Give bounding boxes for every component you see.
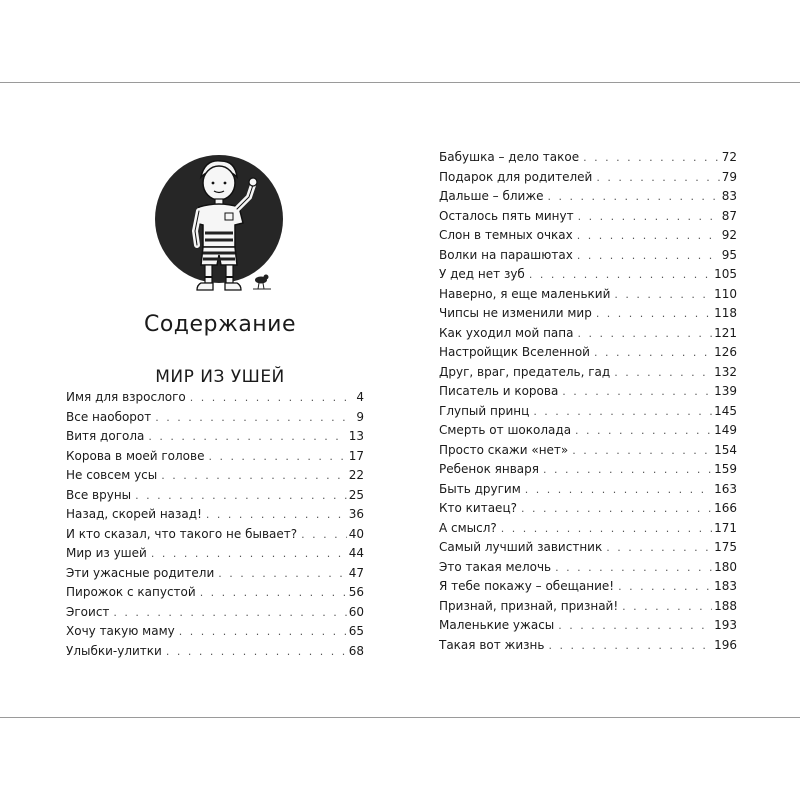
toc-entry-title: Все наоборот — [66, 409, 152, 424]
toc-entry — [439, 499, 737, 519]
toc-entry-title: Дальше – ближе — [439, 189, 544, 203]
toc-entry-page-number: 40 — [348, 526, 364, 541]
boy-waving-illustration — [149, 153, 289, 301]
dot-leader — [179, 622, 347, 642]
toc-entry-title: Быть другим — [439, 481, 521, 496]
toc-entry-title: Мир из ушей — [66, 546, 147, 560]
dot-leader — [190, 388, 355, 408]
toc-entry — [66, 622, 364, 642]
dot-leader — [166, 642, 347, 662]
toc-entry — [66, 388, 364, 408]
toc-entry-page-number: 36 — [348, 507, 364, 521]
toc-entry — [439, 441, 737, 461]
toc-entry — [66, 642, 364, 662]
toc-entry — [439, 577, 737, 597]
toc-entry — [439, 460, 737, 480]
toc-entry-title: Волки на парашютах — [439, 247, 573, 262]
dot-leader — [301, 525, 347, 545]
toc-entry — [439, 304, 737, 324]
dot-leader — [572, 441, 712, 461]
dot-leader — [135, 486, 347, 506]
toc-entry — [439, 538, 737, 558]
dot-leader — [548, 187, 720, 207]
toc-entry-page-number: 47 — [348, 565, 364, 580]
toc-entry — [439, 480, 737, 500]
toc-entry-title: Друг, враг, предатель, гад — [439, 364, 611, 379]
section-title: МИР ИЗ УШЕЙ — [155, 367, 285, 387]
toc-entry-title: Маленькие ужасы — [439, 618, 555, 632]
toc-entry-title: Эгоист — [66, 604, 110, 619]
toc-entry — [66, 486, 364, 506]
dot-leader — [533, 402, 712, 422]
toc-entry-page-number: 139 — [714, 384, 737, 398]
bird-icon — [253, 275, 271, 290]
dot-leader — [606, 538, 712, 558]
dot-leader — [161, 466, 346, 486]
dot-leader — [113, 603, 346, 623]
toc-entry — [66, 583, 364, 603]
toc-entry — [66, 544, 364, 564]
toc-entry-title: Я тебе покажу – обещание! — [439, 579, 615, 593]
toc-entry — [439, 343, 737, 363]
toc-entry — [66, 564, 364, 584]
toc-entry — [439, 187, 737, 207]
toc-entry-page-number: 118 — [714, 306, 737, 320]
toc-entry — [439, 207, 737, 227]
dot-leader — [618, 577, 712, 597]
toc-entry-page-number: 13 — [348, 429, 364, 443]
toc-entry-title: У дед нет зуб — [439, 267, 525, 281]
dot-leader — [543, 460, 712, 480]
toc-entry-page-number: 56 — [348, 585, 364, 599]
toc-entry-title: Ребенок января — [439, 462, 539, 476]
toc-entry-title: А смысл? — [439, 520, 497, 535]
toc-entry — [66, 525, 364, 545]
toc-entry-page-number: 126 — [714, 345, 737, 359]
toc-entry — [66, 603, 364, 623]
toc-entry — [439, 246, 737, 266]
toc-entry-title: Пирожок с капустой — [66, 585, 196, 599]
toc-entry — [66, 427, 364, 447]
toc-entry-page-number: 22 — [348, 468, 364, 482]
toc-left-column — [66, 388, 364, 661]
dot-leader — [151, 544, 347, 564]
toc-entry — [439, 519, 737, 539]
toc-entry-page-number: 193 — [714, 618, 737, 632]
toc-entry-title: Хочу такую маму — [66, 624, 175, 638]
toc-entry-page-number: 9 — [356, 409, 364, 424]
dot-leader — [622, 597, 712, 617]
toc-entry-page-number: 110 — [714, 286, 737, 301]
toc-entry-title: Корова в моей голове — [66, 448, 205, 463]
toc-entry — [439, 382, 737, 402]
dot-leader — [594, 343, 712, 363]
toc-entry-title: Чипсы не изменили мир — [439, 306, 592, 320]
dot-leader — [614, 363, 712, 383]
toc-entry-page-number: 60 — [348, 604, 364, 619]
toc-entry-title: Наверно, я еще маленький — [439, 286, 611, 301]
toc-entry-page-number: 183 — [714, 579, 737, 593]
toc-entry-page-number: 159 — [714, 462, 737, 476]
toc-entry — [439, 265, 737, 285]
toc-entry-page-number: 132 — [714, 364, 737, 379]
toc-entry-page-number: 175 — [714, 540, 737, 554]
dot-leader — [525, 480, 712, 500]
toc-entry — [439, 636, 737, 656]
toc-entry — [439, 285, 737, 305]
dot-leader — [575, 421, 712, 441]
toc-entry-page-number: 105 — [714, 267, 737, 281]
toc-entry-title: Осталось пять минут — [439, 208, 574, 223]
dot-leader — [148, 427, 346, 447]
dot-leader — [596, 304, 712, 324]
toc-entry-title: Это такая мелочь — [439, 559, 552, 574]
toc-entry-title: Все вруны — [66, 487, 132, 502]
toc-entry-title: Эти ужасные родители — [66, 565, 215, 580]
toc-entry-page-number: 87 — [721, 208, 737, 223]
dot-leader — [521, 499, 712, 519]
toc-entry-title: Кто китаец? — [439, 501, 517, 515]
toc-entry-page-number: 149 — [714, 423, 737, 437]
toc-entry-title: Не совсем усы — [66, 468, 158, 482]
dot-leader — [596, 168, 719, 188]
toc-entry — [439, 558, 737, 578]
toc-entry-page-number: 196 — [714, 637, 737, 652]
toc-entry — [439, 226, 737, 246]
toc-entry — [439, 148, 737, 168]
dot-leader — [529, 265, 712, 285]
dot-leader — [562, 382, 712, 402]
toc-entry-page-number: 83 — [721, 189, 737, 203]
toc-entry-title: Имя для взрослого — [66, 390, 186, 404]
toc-entry — [439, 363, 737, 383]
dot-leader — [577, 226, 720, 246]
page-title: Содержание — [143, 312, 297, 337]
dot-leader — [218, 564, 346, 584]
toc-entry-page-number: 180 — [714, 559, 737, 574]
toc-entry-title: Бабушка – дело такое — [439, 150, 580, 164]
toc-entry-page-number: 68 — [348, 643, 364, 658]
toc-entry — [439, 402, 737, 422]
toc-entry-page-number: 171 — [714, 520, 737, 535]
toc-entry-page-number: 188 — [714, 598, 737, 613]
toc-entry-title: Слон в темных очках — [439, 228, 573, 242]
toc-entry-title: Просто скажи «нет» — [439, 442, 569, 457]
toc-entry-page-number: 25 — [348, 487, 364, 502]
toc-entry — [439, 168, 737, 188]
toc-entry-page-number: 72 — [721, 150, 737, 164]
toc-entry-title: Улыбки-улитки — [66, 643, 162, 658]
dot-leader — [501, 519, 712, 539]
dot-leader — [206, 505, 347, 525]
toc-entry-page-number: 17 — [348, 448, 364, 463]
toc-entry-title: Глупый принц — [439, 403, 530, 418]
toc-entry — [66, 505, 364, 525]
toc-entry-title: Самый лучший завистник — [439, 540, 603, 554]
toc-entry — [439, 597, 737, 617]
toc-entry-title: Как уходил мой папа — [439, 325, 574, 340]
toc-entry-title: Смерть от шоколада — [439, 423, 572, 437]
toc-entry-page-number: 163 — [714, 481, 737, 496]
toc-entry-page-number: 121 — [714, 325, 737, 340]
dot-leader — [577, 246, 720, 266]
dot-leader — [548, 636, 712, 656]
toc-entry-page-number: 4 — [356, 390, 364, 404]
book-spread — [0, 82, 800, 718]
toc-entry-page-number: 166 — [714, 501, 737, 515]
dot-leader — [558, 616, 712, 636]
dot-leader — [200, 583, 347, 603]
dot-leader — [555, 558, 712, 578]
toc-entry-page-number: 92 — [721, 228, 737, 242]
toc-entry-page-number: 65 — [348, 624, 364, 638]
toc-entry-page-number: 44 — [348, 546, 364, 560]
toc-right-column — [439, 148, 737, 655]
toc-entry-title: Витя догола — [66, 429, 145, 443]
toc-entry-page-number: 145 — [714, 403, 737, 418]
dot-leader — [577, 324, 712, 344]
toc-entry-title: Такая вот жизнь — [439, 637, 545, 652]
toc-entry — [66, 466, 364, 486]
toc-entry — [439, 421, 737, 441]
toc-entry-title: И кто сказал, что такого не бывает? — [66, 526, 298, 541]
toc-entry-page-number: 95 — [721, 247, 737, 262]
toc-entry-title: Назад, скорей назад! — [66, 507, 202, 521]
toc-entry-title: Признай, признай, признай! — [439, 598, 619, 613]
toc-entry — [66, 408, 364, 428]
dot-leader — [155, 408, 354, 428]
dot-leader — [578, 207, 720, 227]
dot-leader — [614, 285, 712, 305]
toc-entry-page-number: 79 — [721, 169, 737, 184]
toc-entry — [66, 447, 364, 467]
toc-entry-title: Подарок для родителей — [439, 169, 593, 184]
dot-leader — [208, 447, 346, 467]
toc-entry — [439, 324, 737, 344]
dot-leader — [583, 148, 720, 168]
toc-entry — [439, 616, 737, 636]
toc-entry-title: Писатель и корова — [439, 384, 559, 398]
toc-entry-page-number: 154 — [714, 442, 737, 457]
toc-entry-title: Настройщик Вселенной — [439, 345, 590, 359]
